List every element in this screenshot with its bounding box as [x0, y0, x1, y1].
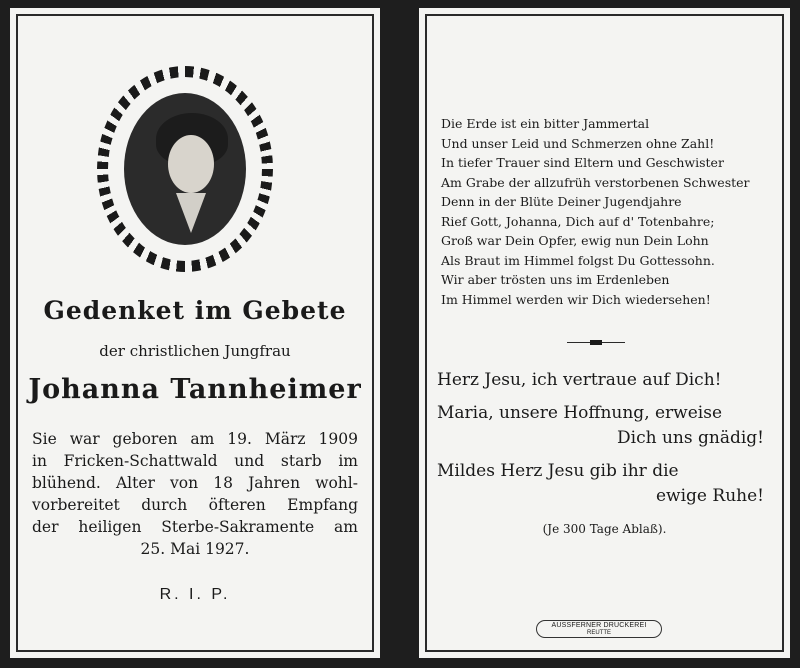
printer-name: AUSSFERNER DRUCKEREI [551, 622, 647, 629]
poem-line: Rief Gott, Johanna, Dich auf d' Totenbahre; [441, 213, 715, 229]
poem-line: Denn in der Blüte Deiner Jugendjahre [441, 194, 682, 209]
memorial-heading: Gedenket im Gebete [43, 296, 347, 325]
memorial-card-right [419, 8, 790, 658]
deceased-name: Johanna Tannheimer [28, 374, 362, 405]
memorial-card-left [10, 8, 380, 658]
prayer-rest-line-2: ewige Ruhe! [656, 486, 764, 506]
bio-line: Sie war geboren am 19. März 1909 [32, 430, 358, 448]
printer-stamp [536, 620, 662, 638]
poem-line: Und unser Leid und Schmerzen ohne Zahl! [441, 135, 715, 151]
bio-line: vorbereitet durch öfteren Empfang [32, 496, 358, 514]
prayer-mary-line-1: Maria, unsere Hoffnung, erweise [437, 403, 723, 423]
prayer-sacred-heart: Herz Jesu, ich vertraue auf Dich! [437, 370, 722, 390]
printer-city: REUTTE [587, 630, 611, 636]
memorial-subheading: der christlichen Jungfrau [99, 342, 291, 360]
bio-line: der heiligen Sterbe-Sakramente am [32, 518, 358, 536]
bio-line: blühend. Alter von 18 Jahren wohl- [32, 474, 358, 492]
card-border [425, 14, 784, 652]
poem-line: Am Grabe der allzufrüh verstorbenen Schwester [441, 174, 750, 190]
poem-line: Im Himmel werden wir Dich wiedersehen! [441, 291, 711, 307]
poem-line: Die Erde ist ein bitter Jammertal [441, 116, 650, 131]
biography [32, 428, 358, 560]
indulgence-note: (Je 300 Tage Ablaß). [542, 522, 667, 536]
rip-inscription: R. I. P. [159, 586, 231, 603]
poem [441, 114, 750, 309]
laurel-wreath-frame [97, 66, 273, 272]
poem-line: In tiefer Trauer sind Eltern und Geschwister [441, 155, 724, 170]
portrait-photo [124, 93, 246, 245]
prayer-mary-line-2: Dich uns gnädig! [617, 428, 764, 448]
bio-line: 25. Mai 1927. [140, 540, 250, 558]
poem-line: Als Braut im Himmel folgst Du Gottessohn. [441, 252, 715, 268]
poem-line: Wir aber trösten uns im Erdenleben [441, 272, 670, 287]
bio-line: in Fricken-Schattwald und starb im [32, 452, 358, 470]
poem-line: Groß war Dein Opfer, ewig nun Dein Lohn [441, 233, 709, 248]
prayers [437, 368, 764, 509]
prayer-rest-line-1: Mildes Herz Jesu gib ihr die [437, 461, 679, 481]
